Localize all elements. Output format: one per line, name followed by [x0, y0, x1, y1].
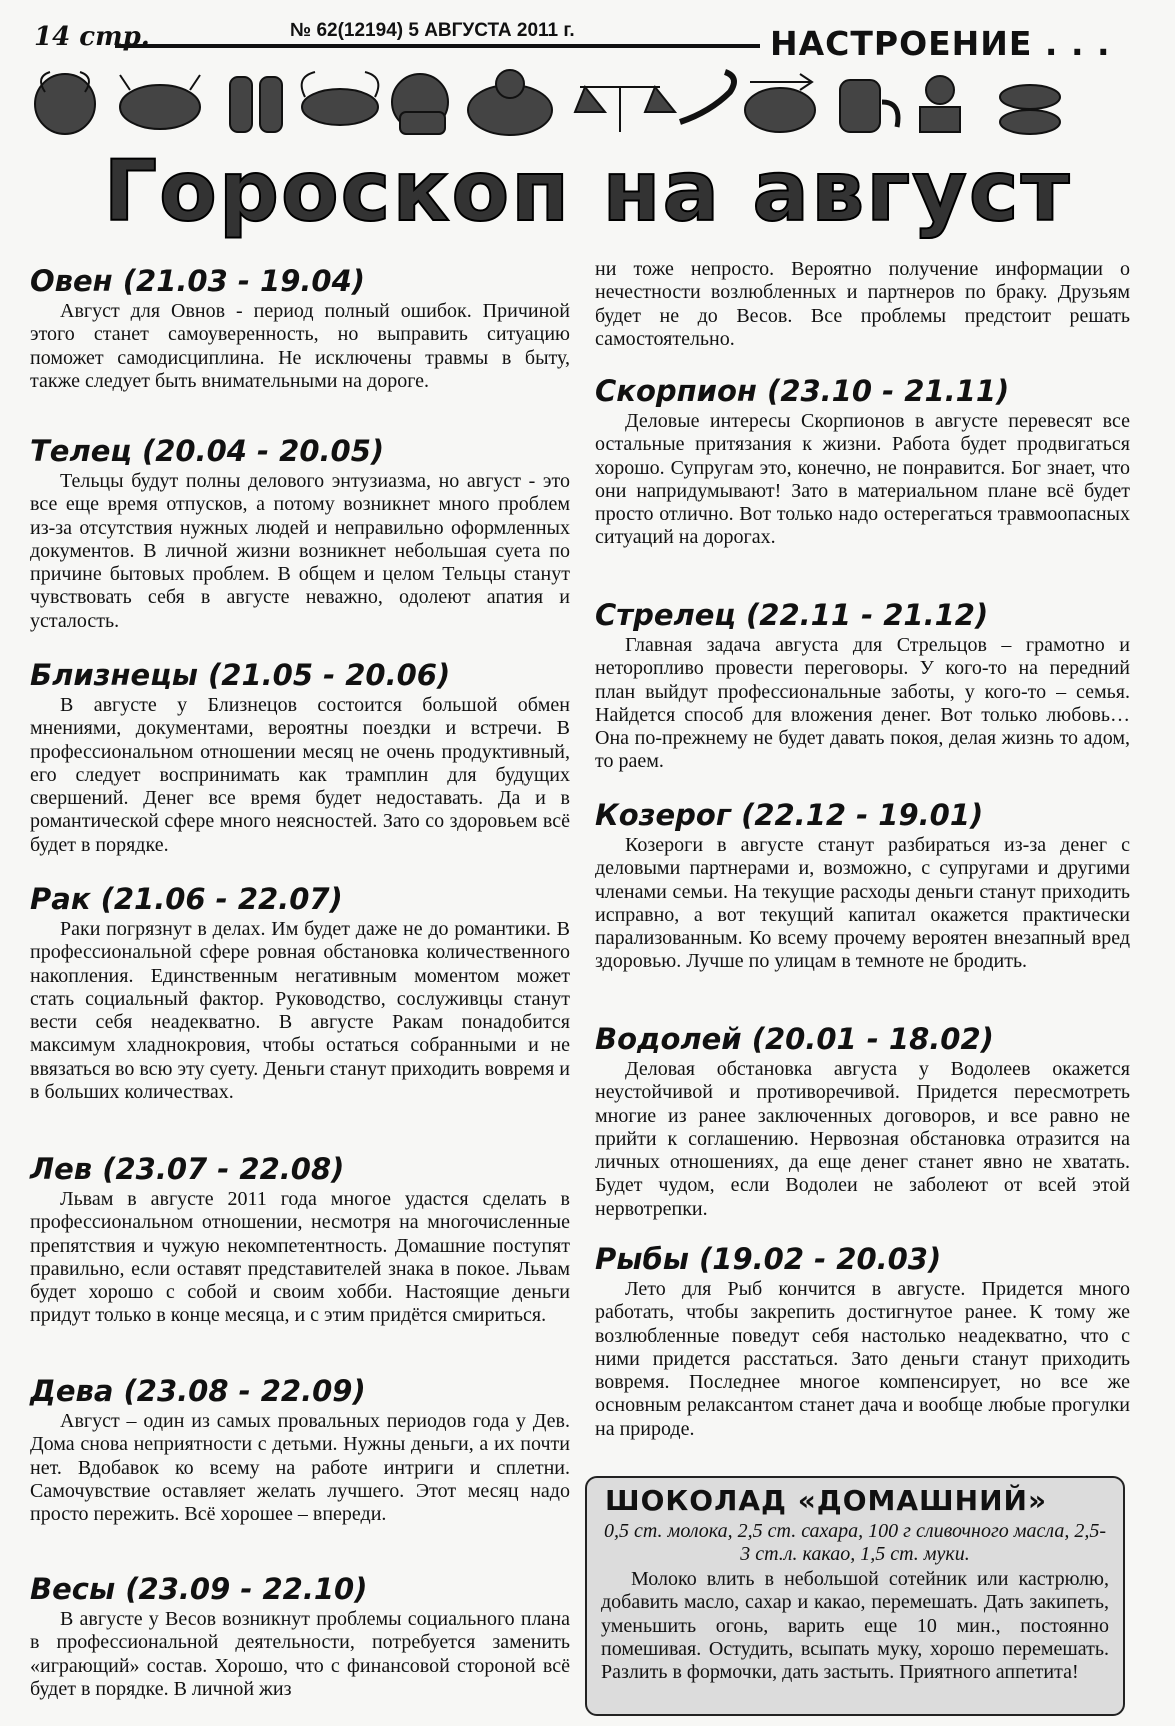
cancer-icon	[302, 72, 379, 125]
sign-text: Деловая обстановка августа у Водолеев окажется неустойчивой и противоречивой. Придется пересмотреть многие из ранее заключенных договоров, и все равно не прийти к соглашению. Нервозная обстановка отразится на личных отношениях, да еще денег станет явно не хватать. Будет чудом, если Водолеи не заболеют от всей этой нервотрепки.	[595, 1058, 1130, 1220]
pisces-icon	[1000, 85, 1060, 134]
sign-taurus	[30, 432, 570, 633]
scorpio-icon	[680, 72, 734, 122]
sign-sagittarius	[595, 596, 1130, 774]
page-title: Гороскоп на август	[103, 142, 1072, 240]
sign-text: В августе у Весов возникнут проблемы социального плана в профессиональной деятельности, потребуется заменить «играющий» состав. Хорошо, что с финансовой стороной всё будет в порядке. В личной жиз	[30, 1608, 570, 1700]
sign-heading: Лев (23.07 - 22.08)	[30, 1152, 345, 1186]
section-title: НАСТРОЕНИЕ . . .	[770, 24, 1111, 63]
capricorn-icon	[840, 80, 898, 132]
sign-heading: Козерог (22.12 - 19.01)	[595, 798, 984, 832]
sign-heading: Рак (21.06 - 22.07)	[30, 882, 343, 916]
recipe-ingredients: 0,5 ст. молока, 2,5 ст. сахара, 100 г сливочного масла, 2,5-3 ст.л. какао, 1,5 ст. муки.	[603, 1520, 1107, 1565]
sign-text: Деловые интересы Скорпионов в августе перевесят все остальные притязания к жизни. Работа будет продвигаться хорошо. Супругам это, конечно, не понравится. Бог знает, что они напридумывают! Зато в материальном плане всё будет просто отлично. Вот только надо остерегаться травмоопасных ситуаций на дорогах.	[595, 410, 1130, 549]
sign-heading: Дева (23.08 - 22.09)	[30, 1374, 366, 1408]
sign-text: ни тоже непросто. Вероятно получение информации о нечестности возлюбленных и партнеров по браку. Друзьям будет не до Весов. Все проблемы предстоит решать самостоятельно.	[595, 258, 1130, 350]
sign-aquarius	[595, 1020, 1130, 1221]
gemini-icon	[230, 77, 282, 132]
sign-text: Август для Овнов - период полный ошибок. Причиной этого станет самоуверенность, но выправить ситуацию поможет самодисциплина. Не исключены травмы в быту, также следует быть внимательными на дороге.	[30, 300, 570, 392]
sagittarius-icon	[745, 74, 815, 132]
sign-scorpio	[595, 372, 1130, 550]
virgo-icon	[468, 70, 552, 135]
sign-heading: Водолей (20.01 - 18.02)	[595, 1022, 994, 1056]
recipe-steps: Молоко влить в небольшой сотейник или кастрюлю, добавить масло, сахар и какао, перемешать. Дать закипеть, уменьшить огонь, варить еще 10 мин., постоянно помешивая. Остудить, всыпать муку, хорошо перемешать. Разлить в формочки, дать застыть. Приятного аппетита!	[601, 1568, 1109, 1684]
sign-libra-continued	[595, 258, 1130, 351]
aquarius-icon	[920, 76, 960, 132]
sign-text: Раки погрязнут в делах. Им будет даже не до романтики. В профессиональной сфере ровная обстановка количественного накопления. Единственным негативным моментом может стать социальный фактор. Руководство, сослуживцы станут вести себя неадекватно. В августе Ракам понадобится максимум хладнокровия, чтобы остаться собранными и не ввязаться во всю эту суету. Деньги станут приходить вовремя и в больших количествах.	[30, 918, 570, 1104]
sign-leo	[30, 1150, 570, 1328]
sign-cancer	[30, 880, 570, 1104]
aries-icon	[35, 72, 95, 134]
libra-icon	[575, 87, 675, 132]
issue-info: № 62(12194) 5 АВГУСТА 2011 г.	[290, 20, 575, 41]
sign-heading: Рыбы (19.02 - 20.03)	[595, 1242, 942, 1276]
sign-text: Козероги в августе станут разбираться из-за денег с деловыми партнерами и, возможно, с супругами и другими членами семьи. На текущие расходы деньги станут приходить исправно, а вот текущий капитал окажется практически парализованным. Ко всему прочему вероятен внезапный вред здоровью. Лучше по улицам в темноте не бродить.	[595, 834, 1130, 973]
sign-heading: Скорпион (23.10 - 21.11)	[595, 374, 1010, 408]
sign-heading: Близнецы (21.05 - 20.06)	[30, 658, 451, 692]
sign-heading: Весы (23.09 - 22.10)	[30, 1572, 368, 1606]
sign-virgo	[30, 1372, 570, 1526]
recipe-box	[585, 1476, 1125, 1716]
sign-heading: Стрелец (22.11 - 21.12)	[595, 598, 989, 632]
sign-text: Львам в августе 2011 года многое удастся сделать в профессиональном отношении, несмотря на многочисленные препятствия и чужую некомпетентность. Домашние поступят правильно, если оставят представителей знака в покое. Львам будет хорошо с собой и своим хобби. Настоящие деньги придут только в конце месяца, и с этим придётся смириться.	[30, 1188, 570, 1327]
sign-text: Август – один из самых провальных периодов года у Дев. Дома снова неприятности с детьми. Нужны деньги, а их почти нет. Вдобавок ко всему на работе интриги и сплетни. Самочувствие оставляет желать лучшего. Этот месяц надо просто пережить. Всё хорошее – впереди.	[30, 1410, 570, 1526]
page-number: 14 стр.	[34, 22, 150, 52]
sign-text: Лето для Рыб кончится в августе. Придется много работать, чтобы закрепить достигнутое ранее. К тому же возлюбленные поведут себя настолько неадекватно, что с ними придется расстаться. Зато деньги станут приходить вовремя. Последнее многое компенсирует, но все же основным релаксантом станет дача и вообще любые прогулки на природе.	[595, 1278, 1130, 1440]
sign-text: В августе у Близнецов состоится большой обмен мнениями, документами, вероятны поездки и встречи. В профессиональном отношении месяц не очень продуктивный, его следует воспринимать как трамплин для будущих свершений. Денег все время будет недоставать. Да и в романтической сфере много неясностей. Зато со здоровьем всё будет в порядке.	[30, 694, 570, 856]
zodiac-strip	[20, 62, 1160, 142]
sign-aries	[30, 262, 570, 393]
sign-text: Главная задача августа для Стрельцов – грамотно и неторопливо провести переговоры. У кого-то на передний план выйдут профессиональные заботы, у кого-то – семья. Найдется способ для вложения денег. Вот только любовь… Она по-прежнему не будет давать покоя, делая жизнь то адом, то раем.	[595, 634, 1130, 773]
sign-text: Тельцы будут полны делового энтузиазма, но август - это все еще время отпусков, а потому возникнет много проблем из-за отсутствия нужных людей и неправильно оформленных документов. В личной жизни возникнет небольшая суета по причине бытовых проблем. В общем и целом Тельцы станут чувствовать себя в августе неважно, одолеют апатия и усталость.	[30, 470, 570, 632]
sign-libra	[30, 1570, 570, 1701]
sign-heading: Телец (20.04 - 20.05)	[30, 434, 385, 468]
leo-icon	[392, 74, 448, 134]
recipe-title: ШОКОЛАД «ДОМАШНИЙ»	[605, 1484, 1048, 1517]
sign-pisces	[595, 1240, 1130, 1441]
sign-capricorn	[595, 796, 1130, 974]
header-rule	[115, 44, 760, 48]
taurus-icon	[120, 75, 200, 129]
sign-gemini	[30, 656, 570, 857]
sign-heading: Овен (21.03 - 19.04)	[30, 264, 366, 298]
